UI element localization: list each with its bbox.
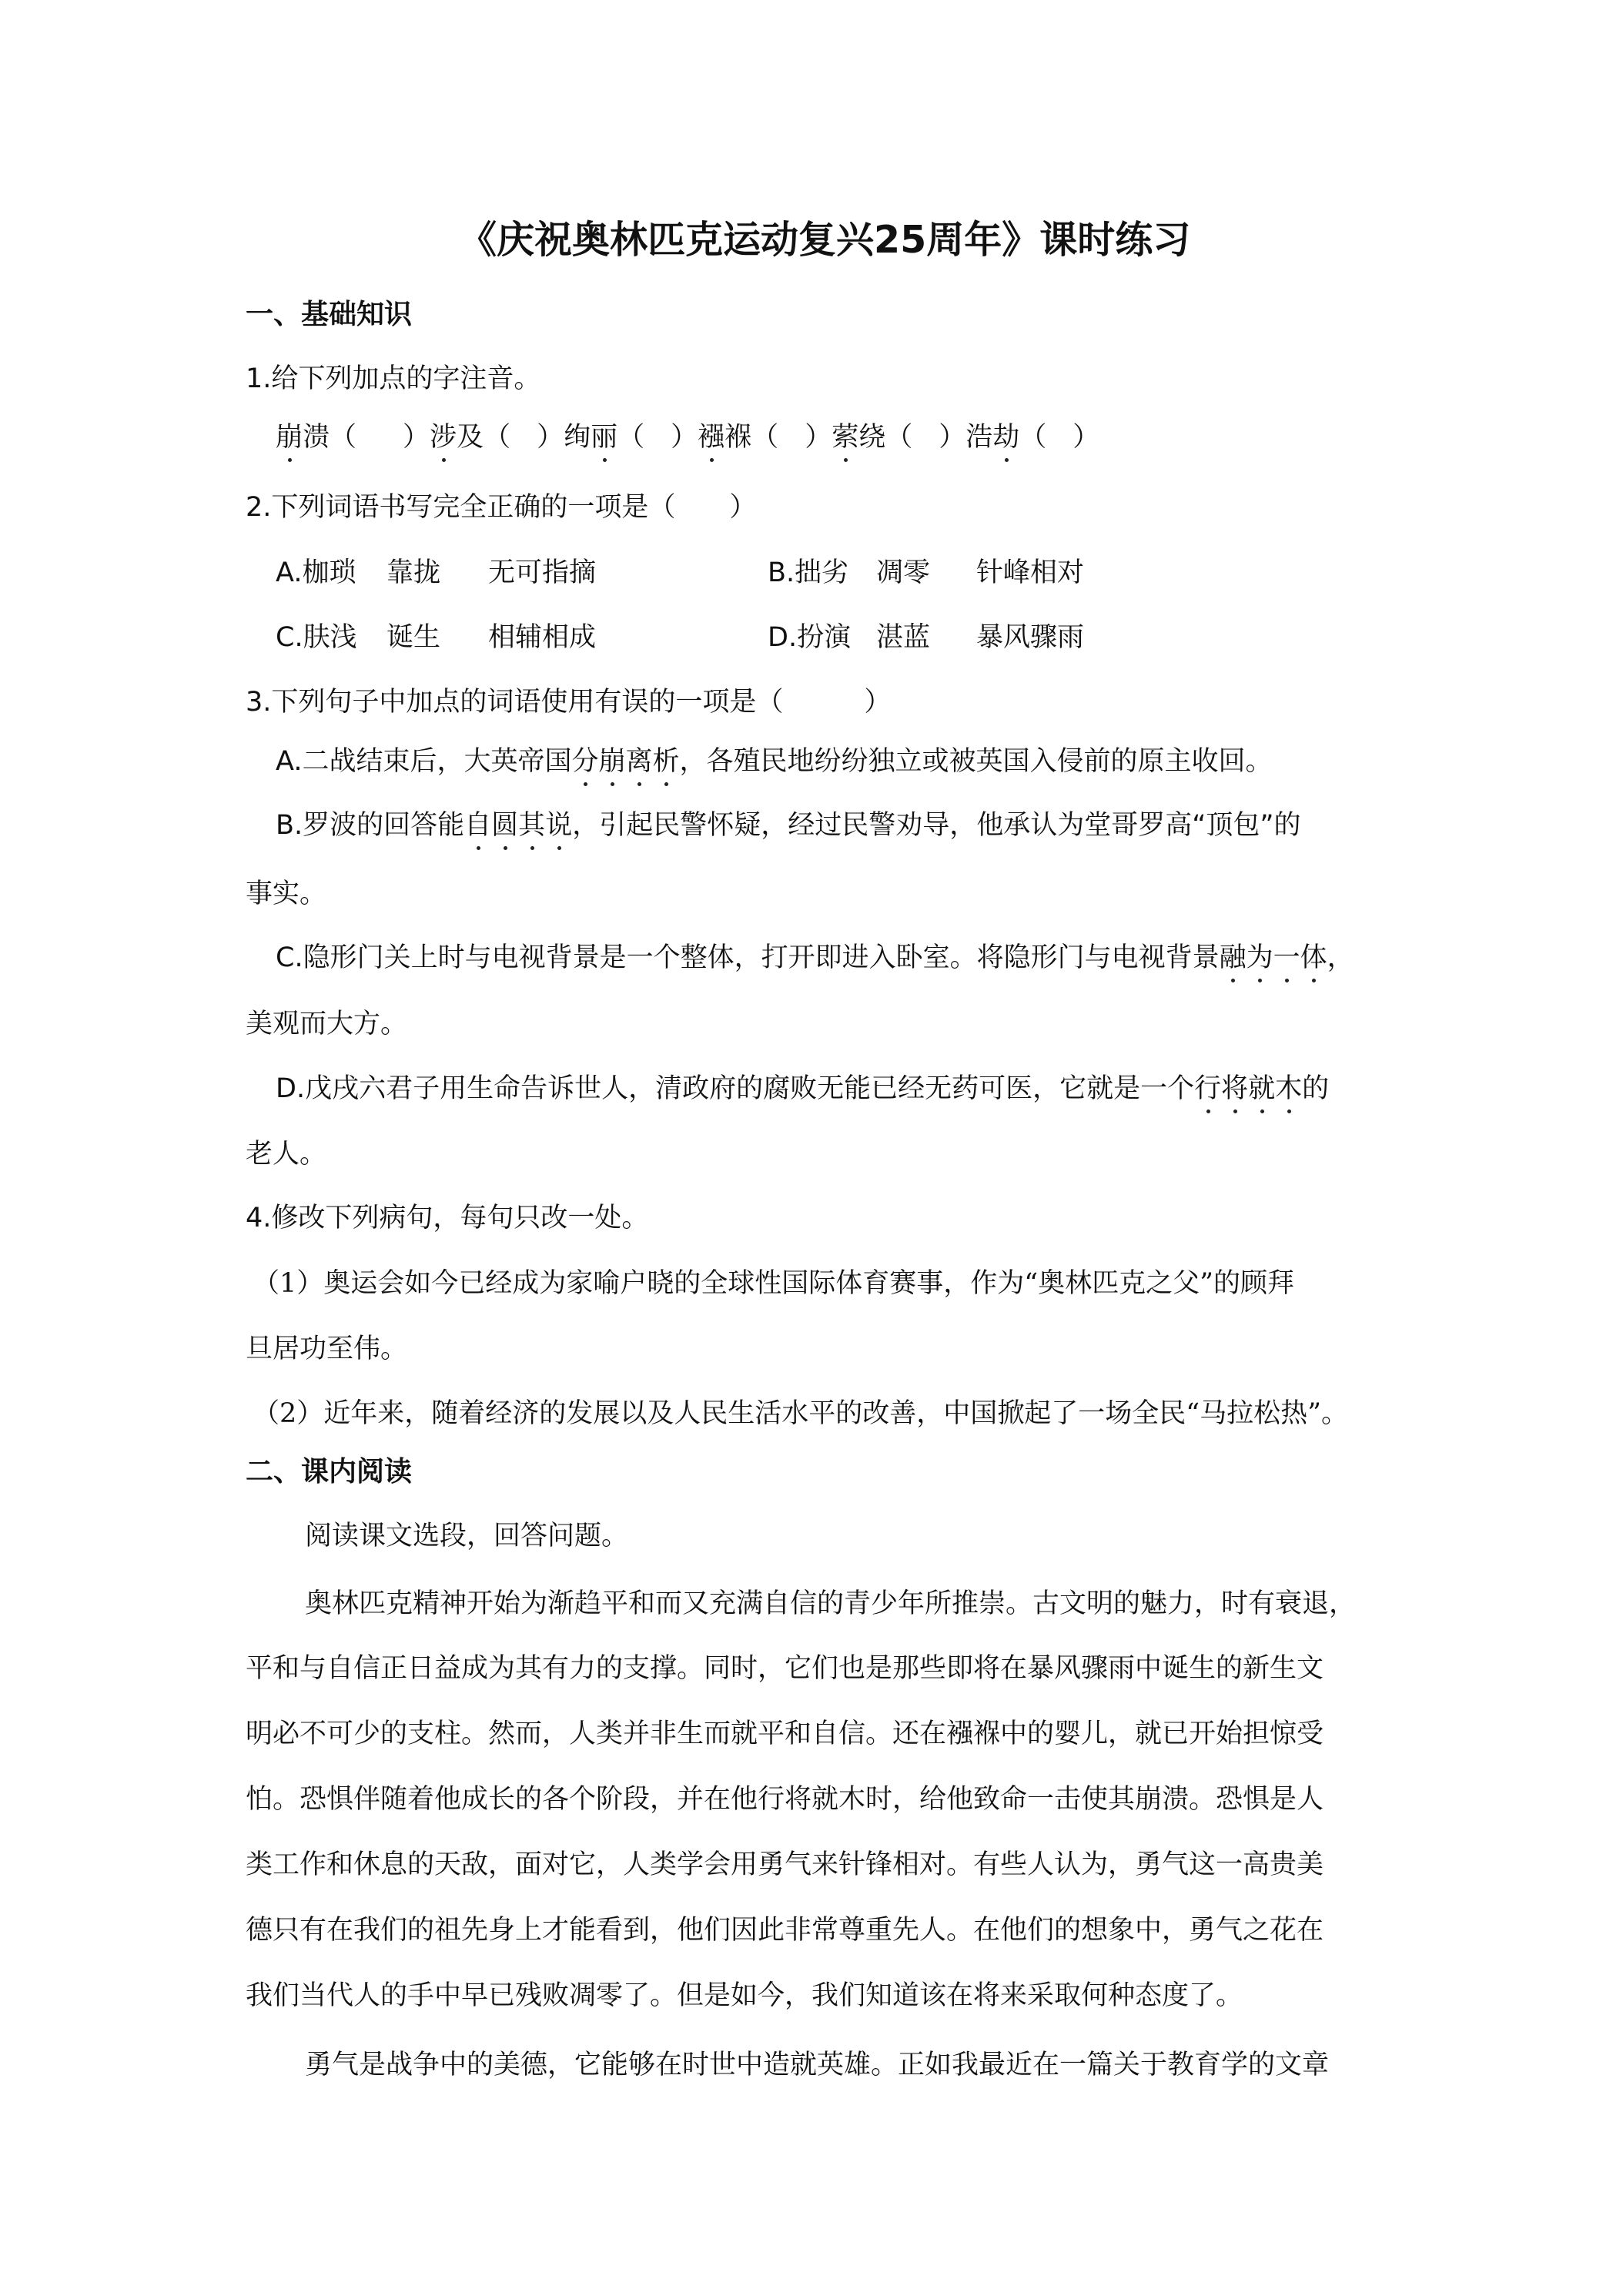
- reading-paragraph-line: 奥林匹克精神开始为渐趋平和而又充满自信的青少年所推崇。古文明的魅力，时有衰退，: [305, 1588, 1357, 1619]
- emphasis-dot: [1285, 979, 1289, 982]
- question-4-stem: 4.修改下列病句，每句只改一处。: [246, 1203, 649, 1233]
- dotted-phrase: [1219, 942, 1327, 973]
- dotted-char: 圆: [491, 812, 518, 839]
- emphasis-dot: [1258, 979, 1262, 982]
- q3-option-c: C.隐形门关上时与电视背景是一个整体，打开即进入卧室。将隐形门与电视背景融 为 一 体 ，: [276, 945, 1354, 972]
- emphasis-dot: [1312, 979, 1316, 982]
- dotted-char: 融: [1220, 945, 1247, 972]
- section-heading-basics: 一、基础知识: [246, 299, 413, 330]
- dotted-phrase: [464, 812, 572, 839]
- question-2-stem: 2.下列词语书写完全正确的一项是（ ）: [246, 492, 757, 523]
- dotted-char: 体: [1300, 945, 1327, 972]
- q2-option-c-word3: 相辅相成: [488, 622, 597, 653]
- q2-option-b-word2: 凋零: [876, 557, 931, 588]
- q2-option-b-word3: 针峰相对: [976, 557, 1085, 588]
- q3-option-a: A.二战结束后，大英帝国分 崩 离 析 ，各殖民地纷纷独立或被英国入侵前的原主收回。: [276, 748, 1273, 775]
- emphasis-dot: [1233, 1110, 1237, 1113]
- emphasis-dot: [557, 846, 561, 850]
- emphasis-dot: [1231, 979, 1235, 982]
- q2-option-d-word2: 湛蓝: [876, 622, 931, 653]
- page-title: 《庆祝奥林匹克运动复兴25周年》课时练习: [459, 218, 1191, 262]
- reading-paragraph-line: 我们当代人的手中早已残败凋零了。但是如今，我们知道该在将来采取何种态度了。: [246, 1980, 1243, 2011]
- pinyin-item: 崩 溃（ ）: [276, 422, 430, 453]
- reading-paragraph-line: 勇气是战争中的美德，它能够在时世中造就英雄。正如我最近在一篇关于教育学的文章: [305, 2050, 1330, 2080]
- emphasis-dot: [584, 782, 587, 786]
- emphasis-dot: [1260, 1110, 1264, 1113]
- dotted-char: 分: [571, 748, 598, 775]
- q2-option-a-word3: 无可指摘: [488, 557, 597, 588]
- q4-sentence-2: （2）近年来，随着经济的发展以及人民生活水平的改善，中国掀起了一场全民“马拉松热”。: [253, 1398, 1349, 1429]
- q4-sentence-1-cont: 旦居功至伟。: [246, 1334, 408, 1364]
- q2-option-d-word1: D.扮演: [768, 622, 852, 653]
- reading-paragraph-line: 德只有在我们的祖先身上才能看到，他们因此非常尊重先人。在他们的想象中，勇气之花在: [246, 1915, 1324, 1946]
- reading-paragraph-line: 平和与自信正日益成为其有力的支撑。同时，它们也是那些即将在暴风骤雨中诞生的新生文: [246, 1653, 1324, 1684]
- q2-option-c-word1: C.肤浅: [276, 622, 357, 653]
- emphasis-dot: [477, 846, 480, 850]
- q3-option-d: D.戊戌六君子用生命告诉世人，清政府的腐败无能已经无药可医，它就是一个行 将 就 木 的: [276, 1076, 1329, 1103]
- dotted-char: 析: [653, 748, 680, 775]
- dotted-char: 就: [1248, 1076, 1275, 1103]
- emphasis-dot: [664, 782, 668, 786]
- dotted-char: 行: [1194, 1076, 1221, 1103]
- question-1-stem: 1.给下列加点的字注音。: [246, 363, 541, 394]
- emphasis-dot: [530, 846, 534, 850]
- pinyin-item: 绚丽 （ ）: [564, 422, 698, 453]
- question-3-stem: 3.下列句子中加点的词语使用有误的一项是（ ）: [246, 687, 892, 718]
- dotted-char: 其: [518, 812, 545, 839]
- reading-paragraph-line: 明必不可少的支柱。然而，人类并非生而就平和自信。还在襁褓中的婴儿，就已开始担惊受: [246, 1719, 1324, 1749]
- emphasis-dot: [1287, 1110, 1291, 1113]
- dotted-char: 一: [1273, 945, 1300, 972]
- emphasis-dot: [611, 782, 614, 786]
- q3-option-d-cont: 老人。: [246, 1139, 327, 1170]
- dotted-char: 将: [1221, 1076, 1248, 1103]
- q2-option-b-word1: B.拙劣: [768, 557, 849, 588]
- dotted-char: 自: [464, 812, 491, 839]
- q3-option-b-cont: 事实。: [246, 879, 327, 909]
- dotted-char: 离: [626, 748, 653, 775]
- dotted-phrase: [571, 748, 679, 775]
- emphasis-dot: [1206, 1110, 1210, 1113]
- dotted-phrase: [1194, 1073, 1303, 1104]
- dotted-char: 木: [1275, 1076, 1302, 1103]
- pinyin-item: 萦 绕（ ）: [832, 422, 965, 453]
- question-1-items: [276, 424, 1099, 451]
- section-heading-reading: 二、课内阅读: [246, 1456, 413, 1488]
- q2-option-a-word2: 靠拢: [387, 557, 441, 588]
- dotted-char: 崩: [598, 748, 625, 775]
- q3-option-b: B.罗波的回答能自 圆 其 说 ，引起民警怀疑，经过民警劝导，他承认为堂哥罗高“顶包”的: [276, 812, 1300, 839]
- reading-instruction: 阅读课文选段，回答问题。: [305, 1521, 629, 1551]
- pinyin-item: 襁 褓（ ）: [698, 422, 832, 453]
- q3-option-c-cont: 美观而大方。: [246, 1009, 408, 1039]
- dotted-char: 为: [1247, 945, 1273, 972]
- dotted-char: 说: [545, 812, 572, 839]
- emphasis-dot: [504, 846, 507, 850]
- emphasis-dot: [637, 782, 641, 786]
- q2-option-a-word1: A.枷琐: [276, 557, 356, 588]
- pinyin-item: 浩劫 （ ）: [965, 422, 1099, 453]
- q2-option-d-word3: 暴风骤雨: [976, 622, 1085, 653]
- q2-option-c-word2: 诞生: [387, 622, 441, 653]
- reading-paragraph-line: 类工作和休息的天敌，面对它，人类学会用勇气来针锋相对。有些人认为，勇气这一高贵美: [246, 1849, 1324, 1880]
- reading-paragraph-line: 怕。恐惧伴随着他成长的各个阶段，并在他行将就木时，给他致命一击使其崩溃。恐惧是人: [246, 1784, 1324, 1815]
- q4-sentence-1: （1）奥运会如今已经成为家喻户晓的全球性国际体育赛事，作为“奥林匹克之父”的顾拜: [253, 1268, 1295, 1299]
- pinyin-item: 涉 及（ ）: [430, 422, 564, 453]
